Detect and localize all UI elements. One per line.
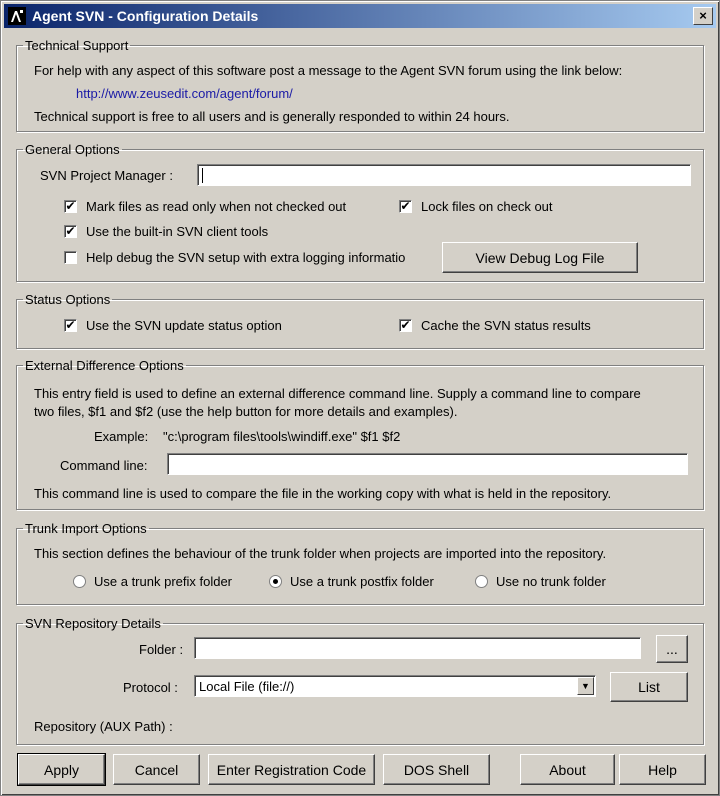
about-button[interactable]: About	[520, 754, 615, 785]
folder-label: Folder :	[139, 642, 184, 657]
trunk-import-desc: This section defines the behaviour of the trunk folder when projects are imported into the repository.	[34, 546, 607, 561]
forum-link[interactable]: http://www.zeusedit.com/agent/forum/	[76, 86, 293, 101]
aux-path-label: Repository (AUX Path) :	[34, 719, 173, 734]
check-icon: ✔	[65, 199, 76, 213]
command-line-label: Command line:	[60, 458, 148, 473]
use-update-status-label[interactable]: Use the SVN update status option	[86, 318, 282, 333]
repository-legend: SVN Repository Details	[25, 616, 161, 631]
no-trunk-radio[interactable]	[475, 575, 488, 588]
cache-status-checkbox[interactable]	[399, 319, 412, 332]
check-icon: ✔	[65, 318, 76, 332]
browse-folder-button[interactable]: ...	[656, 635, 688, 663]
agent-app-icon	[8, 7, 26, 25]
cache-status-label[interactable]: Cache the SVN status results	[421, 318, 591, 333]
window-title: Agent SVN - Configuration Details	[32, 8, 259, 24]
mark-readonly-checkbox[interactable]	[64, 200, 77, 213]
use-builtin-checkbox[interactable]	[64, 225, 77, 238]
trunk-postfix-radio[interactable]	[269, 575, 282, 588]
close-icon: ×	[699, 8, 707, 23]
help-debug-label[interactable]: Help debug the SVN setup with extra logging informatio	[86, 250, 406, 265]
use-builtin-label[interactable]: Use the built-in SVN client tools	[86, 224, 269, 239]
mark-readonly-label[interactable]: Mark files as read only when not checked out	[86, 199, 347, 214]
general-options-legend: General Options	[25, 142, 120, 157]
dos-shell-button[interactable]: DOS Shell	[383, 754, 490, 785]
cancel-button[interactable]: Cancel	[113, 754, 200, 785]
view-debug-log-button[interactable]: View Debug Log File	[442, 242, 638, 273]
help-button[interactable]: Help	[619, 754, 706, 785]
apply-button[interactable]: Apply	[18, 754, 105, 785]
external-diff-desc-line1: This entry field is used to define an external difference command line. Supply a command line to compare	[34, 386, 641, 401]
help-debug-checkbox[interactable]	[64, 251, 77, 264]
example-value: "c:\program files\tools\windiff.exe" $f1 $f2	[163, 429, 401, 444]
radio-selected-dot	[273, 579, 278, 584]
support-help-text: For help with any aspect of this software post a message to the Agent SVN forum using the link below:	[34, 63, 623, 78]
text-caret	[202, 168, 203, 183]
trunk-import-legend: Trunk Import Options	[25, 521, 147, 536]
trunk-prefix-radio[interactable]	[73, 575, 86, 588]
folder-input[interactable]	[194, 637, 641, 659]
check-icon: ✔	[65, 224, 76, 238]
project-manager-input[interactable]	[197, 164, 691, 186]
example-label: Example:	[94, 429, 149, 444]
trunk-import-group	[16, 521, 704, 605]
status-options-legend: Status Options	[25, 292, 111, 307]
technical-support-legend: Technical Support	[25, 38, 129, 53]
trunk-postfix-label[interactable]: Use a trunk postfix folder	[290, 574, 434, 589]
enter-registration-code-button[interactable]: Enter Registration Code	[208, 754, 375, 785]
check-icon: ✔	[400, 318, 411, 332]
check-icon: ✔	[400, 199, 411, 213]
lock-on-checkout-label[interactable]: Lock files on check out	[421, 199, 553, 214]
command-line-footer-text: This command line is used to compare the file in the working copy with what is held in the repository.	[34, 486, 612, 501]
protocol-value: Local File (file://)	[199, 679, 295, 694]
close-button[interactable]	[693, 7, 713, 25]
list-button[interactable]: List	[610, 672, 688, 702]
lock-on-checkout-checkbox[interactable]	[399, 200, 412, 213]
protocol-select[interactable]	[194, 675, 596, 697]
external-diff-desc-line2: two files, $f1 and $f2 (use the help button for more details and examples).	[34, 404, 458, 419]
use-update-status-checkbox[interactable]	[64, 319, 77, 332]
support-free-text: Technical support is free to all users and is generally responded to within 24 hours.	[34, 109, 510, 124]
external-diff-legend: External Difference Options	[25, 358, 184, 373]
no-trunk-label[interactable]: Use no trunk folder	[496, 574, 606, 589]
project-manager-label: SVN Project Manager :	[40, 168, 173, 183]
chevron-down-icon[interactable]: ▼	[577, 677, 594, 695]
command-line-input[interactable]	[167, 453, 688, 475]
trunk-prefix-label[interactable]: Use a trunk prefix folder	[94, 574, 233, 589]
protocol-label: Protocol :	[123, 680, 178, 695]
title-bar[interactable]	[4, 4, 716, 28]
